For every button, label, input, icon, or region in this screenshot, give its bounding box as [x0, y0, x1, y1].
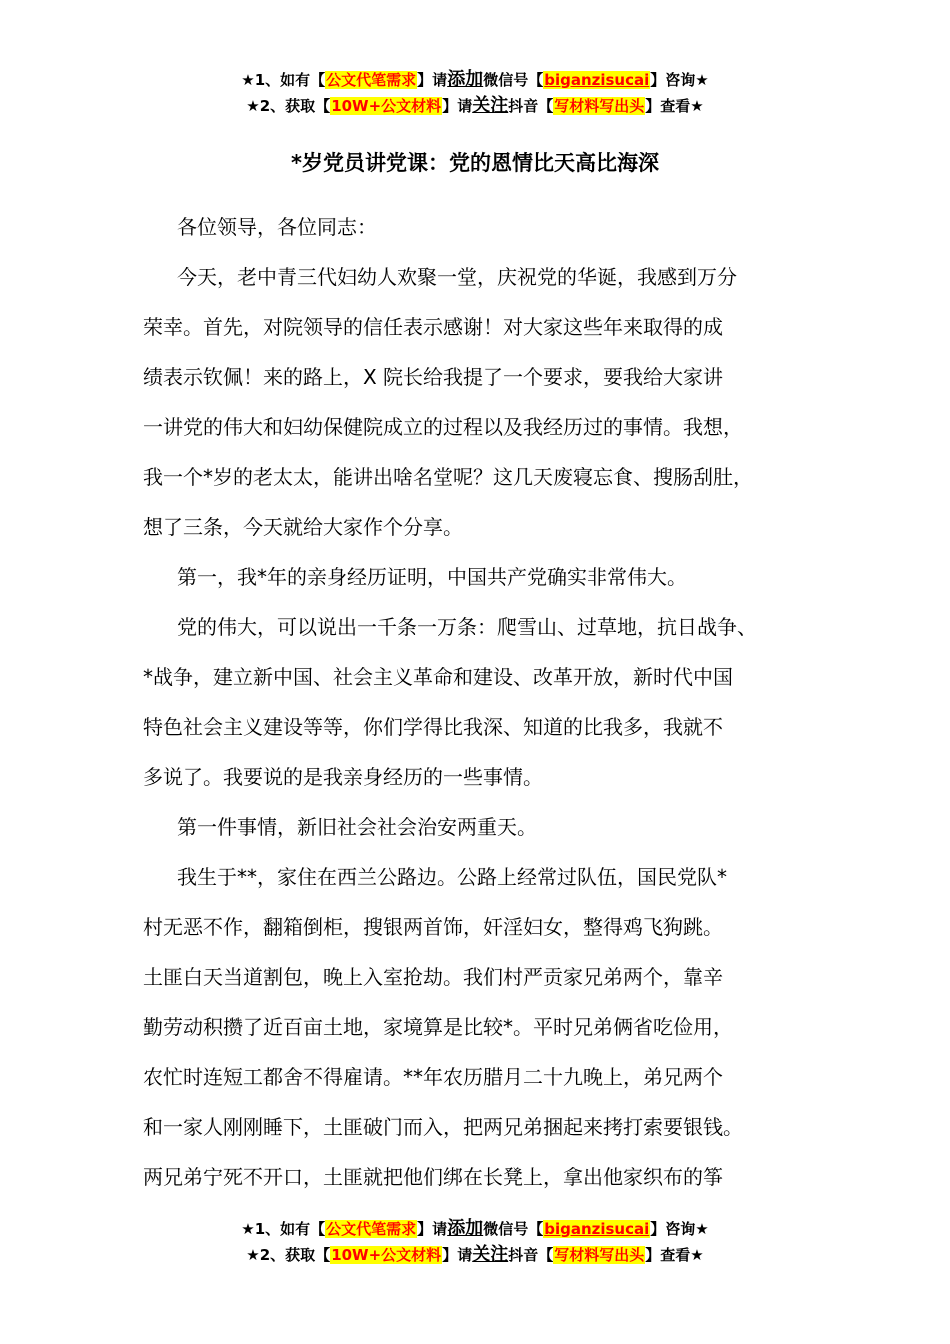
text-line: 党的伟大，可以说出一千条一万条：爬雪山、过草地，抗日战争、	[177, 615, 757, 639]
text-line: 勤劳动积攒了近百亩土地，家境算是比较*。平时兄弟俩省吃俭用，	[143, 1015, 733, 1039]
highlight-service: 公文代笔需求	[326, 71, 417, 89]
text-line: 村无恶不作，翻箱倒柜，搜银两首饰，奸淫妇女，整得鸡飞狗跳。	[143, 915, 723, 939]
wechat-id-link[interactable]: biganzisucai	[544, 71, 650, 89]
banner-line-2: ★2、获取【10W+公文材料】请关注抖音【写材料写出头】查看★	[246, 95, 704, 116]
wechat-id-link[interactable]: biganzisucai	[544, 1220, 650, 1238]
text-line: 土匪白天当道割包，晚上入室抢劫。我们村严贡家兄弟两个，靠辛	[143, 965, 723, 989]
header-banner	[0, 67, 950, 119]
douyin-account: 写材料写出头	[554, 1246, 645, 1264]
banner-line-1: ★1、如有【公文代笔需求】请添加微信号【biganzisucai】咨询★	[241, 69, 709, 90]
document-body	[143, 202, 833, 1202]
text-line: 多说了。我要说的是我亲身经历的一些事情。	[143, 765, 543, 789]
highlight-service: 公文代笔需求	[326, 1220, 417, 1238]
text-line: 第一件事情，新旧社会社会治安两重天。	[177, 815, 537, 839]
text-line: 各位领导，各位同志：	[177, 215, 377, 239]
highlight-materials: 10W+公文材料	[331, 1246, 442, 1264]
banner-line-2: ★2、获取【10W+公文材料】请关注抖音【写材料写出头】查看★	[246, 1244, 704, 1265]
text-line: 我生于**，家住在西兰公路边。公路上经常过队伍，国民党队*	[177, 865, 727, 889]
douyin-account: 写材料写出头	[554, 97, 645, 115]
footer-banner	[0, 1216, 950, 1268]
banner-line-1: ★1、如有【公文代笔需求】请添加微信号【biganzisucai】咨询★	[241, 1218, 709, 1239]
document-title: *岁党员讲党课：党的恩情比天高比海深	[291, 151, 659, 175]
text-line: 绩表示钦佩！来的路上，X 院长给我提了一个要求，要我给大家讲	[143, 365, 724, 389]
text-line: 两兄弟宁死不开口，土匪就把他们绑在长凳上，拿出他家织布的筝	[143, 1165, 723, 1189]
text-line: 一讲党的伟大和妇幼保健院成立的过程以及我经历过的事情。我想，	[143, 415, 743, 439]
highlight-materials: 10W+公文材料	[331, 97, 442, 115]
text-line: 想了三条，今天就给大家作个分享。	[143, 515, 463, 539]
text-line: 和一家人刚刚睡下，土匪破门而入，把两兄弟捆起来拷打索要银钱。	[143, 1115, 743, 1139]
text-line: 今天，老中青三代妇幼人欢聚一堂，庆祝党的华诞，我感到万分	[177, 265, 737, 289]
text-line: *战争，建立新中国、社会主义革命和建设、改革开放，新时代中国	[143, 665, 733, 689]
text-line: 特色社会主义建设等等，你们学得比我深、知道的比我多，我就不	[143, 715, 723, 739]
text-line: 第一，我*年的亲身经历证明，中国共产党确实非常伟大。	[177, 565, 687, 589]
text-line: 我一个*岁的老太太，能讲出啥名堂呢？这几天废寝忘食、搜肠刮肚，	[143, 465, 753, 489]
text-line: 农忙时连短工都舍不得雇请。**年农历腊月二十九晚上，弟兄两个	[143, 1065, 723, 1089]
text-line: 荣幸。首先，对院领导的信任表示感谢！对大家这些年来取得的成	[143, 315, 723, 339]
